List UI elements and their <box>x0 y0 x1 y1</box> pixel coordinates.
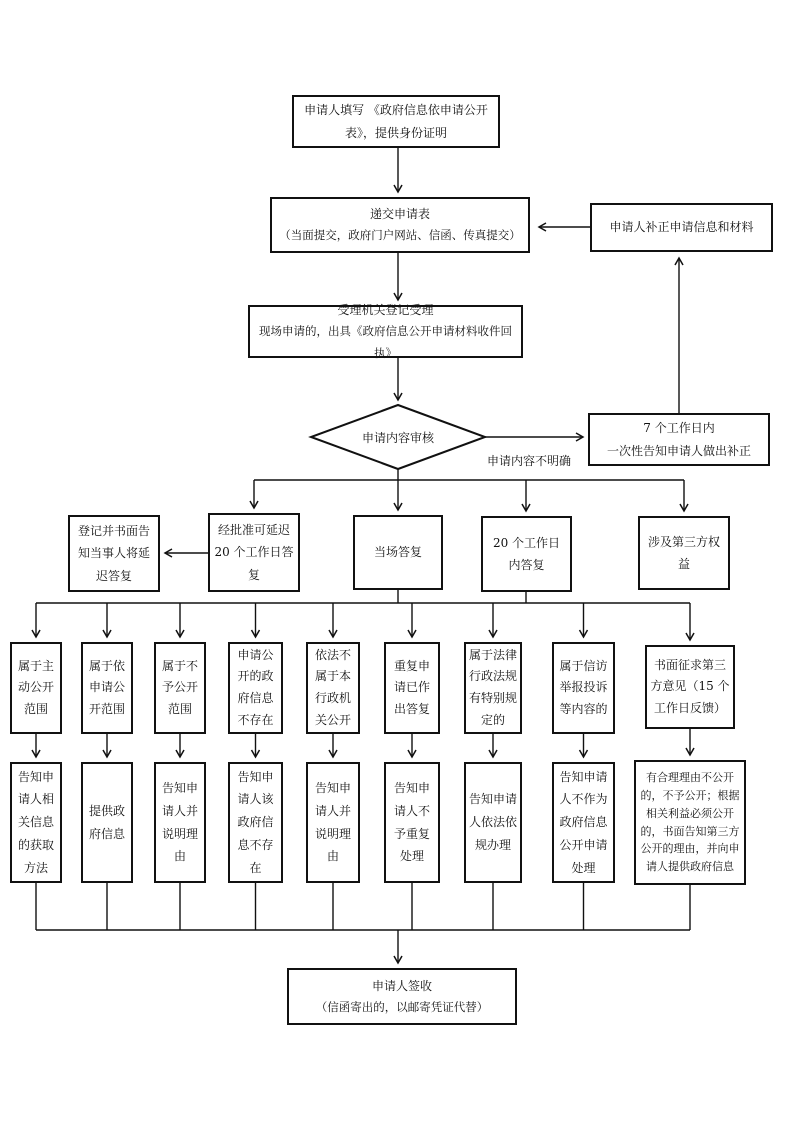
node-approved-delay-20days: 经批准可延迟 20 个工作日答复 <box>208 513 300 592</box>
node-registration-title: 受理机关登记受理 <box>337 303 434 318</box>
node-act-inform-access-method: 告知申请人相关信息的获取方法 <box>10 762 62 883</box>
node-submit-application-title: 递交申请表 <box>369 207 430 222</box>
node-reply-within-20days: 20 个工作日内答复 <box>481 516 572 592</box>
node-third-party-rights: 涉及第三方权益 <box>638 516 730 590</box>
node-correction-notice-line1: 7 个工作日内 <box>643 421 715 436</box>
node-cond-info-not-exist: 申请公开的政府信息不存在 <box>228 642 283 734</box>
node-applicant-supplements: 申请人补正申请信息和材料 <box>590 203 773 252</box>
edge-label-content-unclear: 申请内容不明确 <box>487 454 572 468</box>
node-cond-not-public-scope: 属于不予公开范围 <box>154 642 206 734</box>
node-onsite-reply: 当场答复 <box>353 515 443 590</box>
node-act-third-party-decision: 有合理理由不公开的，不予公开；根据相关利益必须公开的，书面告知第三方公开的理由，并向申请人提供政府信息 <box>634 760 746 885</box>
node-act-not-as-disclosure-request: 告知申请人不作为政府信息公开申请处理 <box>552 762 615 883</box>
node-act-explain-reason-1: 告知申请人并说明理由 <box>154 762 206 883</box>
node-seek-third-party-opinion: 书面征求第三方意见（15 个工作日反馈） <box>645 645 735 729</box>
node-register-notify-delay: 登记并书面告知当事人将延迟答复 <box>68 515 160 592</box>
node-submit-application-subtitle: （当面提交，政府门户网站、信函、传真提交） <box>279 228 521 243</box>
decision-content-review-label: 申请内容审核 <box>361 430 434 445</box>
node-registration-acceptance <box>248 305 523 358</box>
node-submit-application <box>270 197 530 253</box>
node-act-handle-by-law: 告知申请人依法依规办理 <box>464 762 522 883</box>
node-cond-petition-complaint: 属于信访举报投诉等内容的 <box>552 642 615 734</box>
node-act-explain-reason-2: 告知申请人并说明理由 <box>306 762 360 883</box>
node-cond-proactive-scope: 属于主动公开范围 <box>10 642 62 734</box>
node-registration-subtitle: 现场申请的，出具《政府信息公开申请材料收件回执》 <box>259 324 512 360</box>
node-applicant-signs-subtitle: （信函寄出的，以邮寄凭证代替） <box>315 999 489 1014</box>
node-applicant-signs <box>287 968 517 1025</box>
node-correction-notice-line2: 一次性告知申请人做出补正 <box>606 443 751 458</box>
node-applicant-fills-form: 申请人填写 《政府信息依申请公开表》，提供身份证明 <box>292 95 500 148</box>
node-act-inform-not-exist: 告知申请人该政府信息不存在 <box>228 762 283 883</box>
node-act-provide-info: 提供政府信息 <box>81 762 133 883</box>
node-cond-special-regulation: 属于法律行政法规有特别规定的 <box>464 642 522 734</box>
node-act-no-repeat-handling: 告知申请人不予重复处理 <box>384 762 440 883</box>
node-cond-repeated-request: 重复申请已作出答复 <box>384 642 440 734</box>
node-applicant-signs-title: 申请人签收 <box>371 978 432 993</box>
node-cond-on-request-scope: 属于依申请公开范围 <box>81 642 133 734</box>
node-correction-notice-7days <box>588 413 770 466</box>
node-cond-not-this-agency: 依法不属于本行政机关公开 <box>306 642 360 734</box>
